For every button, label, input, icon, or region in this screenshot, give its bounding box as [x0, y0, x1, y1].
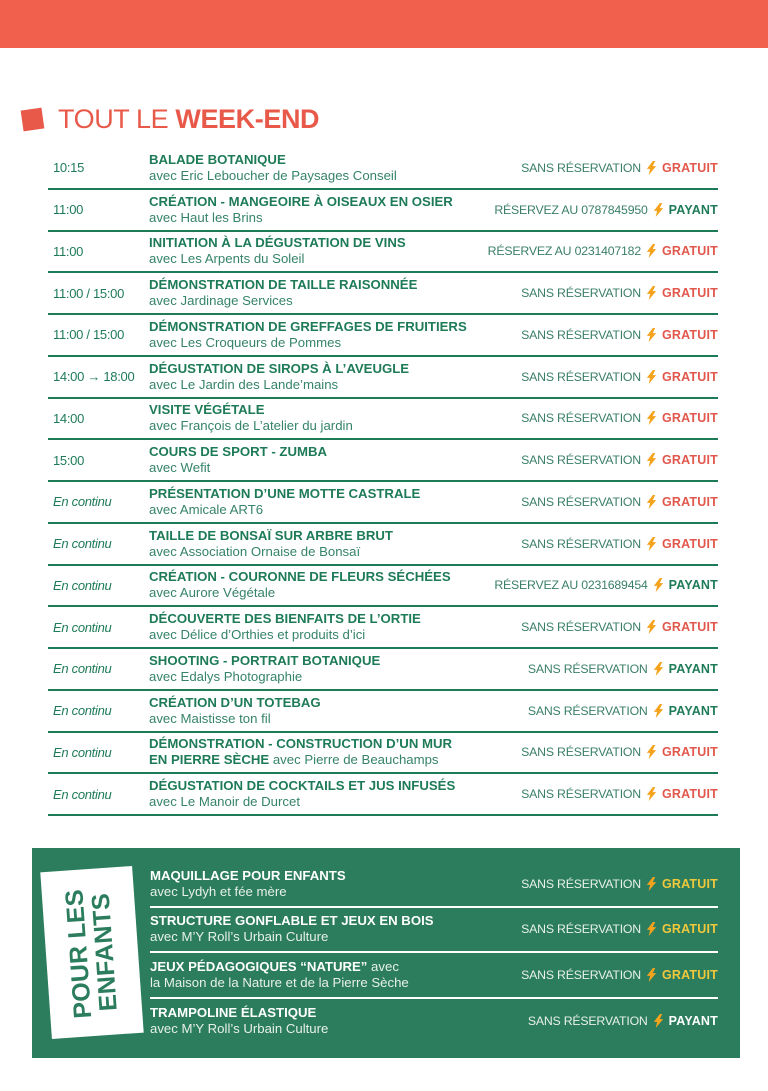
- kids-badge: [40, 866, 143, 1039]
- event-status: [521, 968, 718, 982]
- lightning-icon: [646, 745, 657, 759]
- lightning-icon: [646, 877, 657, 891]
- event-status: [494, 203, 718, 217]
- event-subtitle-line: [149, 418, 515, 434]
- event-title-line: [149, 569, 488, 585]
- price-badge: PAYANT: [668, 661, 718, 676]
- event-title-line: [149, 235, 482, 251]
- event-titles: [149, 736, 521, 768]
- reservation-status-text: SANS RÉSERVATION: [521, 967, 641, 982]
- event-title-line: [150, 959, 515, 975]
- price-badge: PAYANT: [668, 703, 718, 718]
- event-row: [48, 399, 718, 441]
- price-badge: GRATUIT: [661, 160, 718, 175]
- event-title-text: VISITE VÉGÉTALE: [149, 402, 265, 418]
- reservation-status-text: SANS RÉSERVATION: [521, 787, 641, 802]
- event-status: [521, 877, 718, 891]
- reservation-status-text: SANS RÉSERVATION: [521, 369, 641, 384]
- reservation-status-text: SANS RÉSERVATION: [521, 620, 641, 635]
- page-title: [58, 104, 319, 135]
- price-badge: GRATUIT: [661, 876, 718, 891]
- lightning-icon: [653, 203, 664, 217]
- event-title-text: SHOOTING - PORTRAIT BOTANIQUE: [149, 652, 381, 668]
- page-title-regular: TOUT LE: [58, 104, 169, 134]
- event-title-text: EN PIERRE SÈCHE: [149, 752, 270, 768]
- event-time: 10:15: [53, 160, 85, 176]
- event-titles: [150, 959, 521, 991]
- event-title-text: TAILLE DE BONSAÏ SUR ARBRE BRUT: [149, 527, 393, 543]
- event-time: En continu: [53, 744, 112, 760]
- event-subtitle-line: [149, 752, 515, 768]
- event-row: [48, 190, 718, 232]
- event-subtitle-text: avec M’Y Roll’s Urbain Culture: [150, 929, 329, 945]
- lightning-icon: [646, 286, 657, 300]
- price-badge: GRATUIT: [661, 327, 718, 342]
- price-badge: GRATUIT: [661, 411, 718, 426]
- event-subtitle-line: [149, 251, 482, 267]
- reservation-status-text: SANS RÉSERVATION: [521, 536, 641, 551]
- weekend-event-list: [48, 148, 718, 816]
- price-badge: GRATUIT: [661, 244, 718, 259]
- event-titles: [149, 319, 521, 351]
- event-time: 14:00 → 18:00: [53, 369, 135, 385]
- event-title-line: [149, 486, 515, 502]
- event-title-text: INITIATION À LA DÉGUSTATION DE VINS: [149, 235, 406, 251]
- event-subtitle-text: avec Lydyh et fée mère: [150, 883, 287, 899]
- reservation-status-text: SANS RÉSERVATION: [521, 494, 641, 509]
- event-row: [48, 691, 718, 733]
- event-subtitle-text: avec Edalys Photographie: [149, 668, 303, 684]
- event-row: [48, 357, 718, 399]
- event-title-text: BALADE BOTANIQUE: [149, 151, 286, 167]
- event-time: 11:00: [53, 243, 84, 259]
- event-title-text: DÉGUSTATION DE COCKTAILS ET JUS INFUSÉS: [149, 778, 456, 794]
- event-row: [48, 273, 718, 315]
- event-status: [521, 411, 718, 425]
- event-row: [48, 440, 718, 482]
- event-time: En continu: [53, 536, 112, 552]
- event-titles: [149, 569, 494, 601]
- event-row: [48, 607, 718, 649]
- event-titles: [149, 194, 494, 226]
- event-titles: [149, 528, 521, 560]
- event-subtitle-line: [149, 711, 522, 727]
- event-time: 11:00: [53, 202, 84, 218]
- event-title-text: COURS DE SPORT - ZUMBA: [149, 444, 328, 460]
- kids-event-row: [150, 862, 718, 908]
- lightning-icon: [646, 620, 657, 634]
- lightning-icon: [646, 537, 657, 551]
- event-subtitle-text: avec Délice d’Orthies et produits d’ici: [149, 627, 366, 643]
- event-subtitle-text: avec Les Arpents du Soleil: [149, 251, 305, 267]
- lightning-icon: [653, 704, 664, 718]
- event-titles: [149, 277, 521, 309]
- event-title-line: [149, 152, 515, 168]
- event-row: [48, 566, 718, 608]
- event-titles: [150, 1005, 528, 1037]
- event-row: [48, 524, 718, 566]
- lightning-icon: [646, 370, 657, 384]
- event-title-text: DÉGUSTATION DE SIROPS À L’AVEUGLE: [149, 360, 410, 376]
- lightning-icon: [653, 578, 664, 592]
- price-badge: GRATUIT: [661, 620, 718, 635]
- event-subtitle-line: [149, 544, 515, 560]
- price-badge: PAYANT: [668, 202, 718, 217]
- event-time: En continu: [53, 786, 112, 802]
- event-status: [521, 370, 718, 384]
- event-time: En continu: [53, 494, 112, 510]
- event-title-line: [149, 778, 515, 794]
- event-subtitle-text: avec Jardinage Services: [149, 293, 293, 309]
- event-status: [528, 1014, 718, 1028]
- price-badge: GRATUIT: [661, 745, 718, 760]
- event-title-text: PRÉSENTATION D’UNE MOTTE CASTRALE: [149, 485, 421, 501]
- event-subtitle-line: [150, 975, 515, 991]
- event-title-text: JEUX PÉDAGOGIQUES “NATURE”: [150, 958, 368, 974]
- event-status: [528, 662, 718, 676]
- event-titles: [149, 695, 528, 727]
- event-time: En continu: [53, 661, 112, 677]
- event-status: [521, 161, 718, 175]
- event-title-line: [150, 868, 515, 884]
- event-title-line: [149, 319, 515, 335]
- event-subtitle-line: [150, 929, 515, 945]
- event-status: [521, 453, 718, 467]
- event-row: [48, 733, 718, 775]
- price-badge: GRATUIT: [661, 536, 718, 551]
- event-subtitle-text: avec Le Jardin des Lande’mains: [149, 376, 339, 392]
- event-titles: [149, 152, 521, 184]
- event-title-text: STRUCTURE GONFLABLE ET JEUX EN BOIS: [150, 913, 434, 929]
- event-status: [521, 328, 718, 342]
- section-bullet-square: [21, 108, 45, 132]
- event-time: 15:00: [53, 452, 85, 468]
- price-badge: GRATUIT: [661, 922, 718, 937]
- event-title-line: [149, 695, 522, 711]
- kids-badge-label: [62, 886, 123, 1019]
- event-subtitle-line: [149, 502, 515, 518]
- event-row: [48, 232, 718, 274]
- price-badge: GRATUIT: [661, 494, 718, 509]
- event-status: [521, 922, 718, 936]
- lightning-icon: [646, 787, 657, 801]
- event-subtitle-text: avec Le Manoir de Durcet: [149, 794, 300, 810]
- event-subtitle-line: [149, 585, 488, 601]
- event-title-text: DÉMONSTRATION DE TAILLE RAISONNÉE: [149, 277, 418, 293]
- price-badge: GRATUIT: [661, 286, 718, 301]
- lightning-icon: [646, 328, 657, 342]
- event-title-text: CRÉATION - COURONNE DE FLEURS SÉCHÉES: [149, 569, 451, 585]
- price-badge: GRATUIT: [661, 453, 718, 468]
- event-subtitle-line: [149, 669, 522, 685]
- event-subtitle-line: [149, 293, 515, 309]
- event-status: [521, 620, 718, 634]
- event-title-text: DÉMONSTRATION - CONSTRUCTION D’UN MUR: [149, 736, 453, 752]
- lightning-icon: [653, 662, 664, 676]
- reservation-status-text: SANS RÉSERVATION: [527, 1014, 648, 1029]
- lightning-icon: [646, 244, 657, 258]
- event-subtitle-text: avec Amicale ART6: [149, 501, 264, 517]
- event-row: [48, 774, 718, 816]
- lightning-icon: [646, 453, 657, 467]
- price-badge: PAYANT: [668, 578, 718, 593]
- event-status: [521, 537, 718, 551]
- event-time: En continu: [53, 703, 112, 719]
- event-time: 11:00 / 15:00: [53, 285, 125, 301]
- event-title-text: MAQUILLAGE POUR ENFANTS: [150, 867, 346, 883]
- kids-event-row: [150, 908, 718, 954]
- event-title-line: [150, 913, 515, 929]
- price-badge: GRATUIT: [661, 787, 718, 802]
- event-title-line: [149, 194, 488, 210]
- lightning-icon: [653, 1014, 664, 1028]
- top-accent-bar: [0, 0, 768, 48]
- event-titles: [149, 235, 488, 267]
- lightning-icon: [646, 922, 657, 936]
- lightning-icon: [646, 968, 657, 982]
- lightning-icon: [646, 161, 657, 175]
- reservation-status-text: SANS RÉSERVATION: [527, 703, 648, 718]
- kids-badge-line1: POUR LES: [60, 887, 98, 1019]
- event-subtitle-text: avec Association Ornaise de Bonsaï: [149, 543, 361, 559]
- event-title-line: [150, 1005, 522, 1021]
- event-titles: [149, 653, 528, 685]
- event-subtitle-text: avec François de L’atelier du jardin: [149, 418, 353, 434]
- weekend-section-header: [22, 104, 718, 135]
- reservation-status-text: SANS RÉSERVATION: [521, 453, 641, 468]
- event-subtitle-line: [149, 335, 515, 351]
- price-badge: GRATUIT: [661, 967, 718, 982]
- event-titles: [150, 868, 521, 900]
- event-title-line: [149, 361, 515, 377]
- event-subtitle-text: la Maison de la Nature et de la Pierre Sèche: [150, 974, 409, 990]
- event-subtitle-line: [149, 168, 515, 184]
- reservation-status-text: SANS RÉSERVATION: [527, 661, 648, 676]
- event-title-text: DÉCOUVERTE DES BIENFAITS DE L’ORTIE: [149, 611, 421, 627]
- event-title-text: DÉMONSTRATION DE GREFFAGES DE FRUITIERS: [149, 318, 467, 334]
- event-titles: [149, 611, 521, 643]
- event-title-line: [149, 444, 515, 460]
- reservation-status-text: RÉSERVEZ AU 0231407182: [487, 244, 641, 259]
- kids-panel: [32, 848, 740, 1058]
- event-titles: [149, 778, 521, 810]
- event-status: [488, 244, 718, 258]
- reservation-status-text: RÉSERVEZ AU 0231689454: [494, 578, 648, 593]
- event-subtitle-text: avec Wefit: [149, 460, 211, 476]
- event-subtitle-text: avec Maistisse ton fil: [149, 710, 271, 726]
- event-status: [521, 787, 718, 801]
- kids-event-row: [150, 953, 718, 999]
- event-subtitle-line: [149, 210, 488, 226]
- event-subtitle-line: [150, 1021, 522, 1037]
- reservation-status-text: SANS RÉSERVATION: [521, 922, 641, 937]
- event-title-line: [149, 736, 515, 752]
- event-subtitle-line: [150, 884, 515, 900]
- event-title-line: [149, 653, 522, 669]
- lightning-icon: [646, 495, 657, 509]
- event-titles: [150, 913, 521, 945]
- lightning-icon: [646, 411, 657, 425]
- reservation-status-text: SANS RÉSERVATION: [521, 160, 641, 175]
- event-subtitle-text: avec M’Y Roll’s Urbain Culture: [150, 1021, 329, 1037]
- event-title-line: [149, 528, 515, 544]
- kids-event-row: [150, 999, 718, 1045]
- event-time: 11:00 / 15:00: [53, 327, 125, 343]
- reservation-status-text: RÉSERVEZ AU 0787845950: [494, 202, 648, 217]
- reservation-status-text: SANS RÉSERVATION: [521, 327, 641, 342]
- event-row: [48, 649, 718, 691]
- event-title-line: [149, 611, 515, 627]
- event-subtitle-text: avec Les Croqueurs de Pommes: [149, 334, 342, 350]
- event-title-line: [149, 402, 515, 418]
- event-status: [521, 286, 718, 300]
- event-subtitle-line: [149, 377, 515, 393]
- reservation-status-text: SANS RÉSERVATION: [521, 745, 641, 760]
- event-titles: [149, 486, 521, 518]
- event-row: [48, 315, 718, 357]
- event-subtitle-line: [149, 794, 515, 810]
- event-time: En continu: [53, 619, 112, 635]
- event-subtitle-line: [149, 460, 515, 476]
- price-badge: GRATUIT: [661, 369, 718, 384]
- event-subtitle-text: avec Haut les Brins: [149, 209, 263, 225]
- event-title-text: CRÉATION - MANGEOIRE À OISEAUX EN OSIER: [149, 193, 453, 209]
- event-status: [521, 745, 718, 759]
- event-subtitle-text: avec: [367, 958, 399, 974]
- kids-badge-line2: ENFANTS: [86, 891, 124, 1012]
- page-title-bold: WEEK-END: [175, 104, 320, 134]
- event-time: 14:00: [53, 410, 85, 426]
- event-row: [48, 482, 718, 524]
- event-title-line: [149, 277, 515, 293]
- event-titles: [149, 402, 521, 434]
- event-titles: [149, 361, 521, 393]
- event-subtitle-text: avec Pierre de Beauchamps: [269, 752, 439, 768]
- reservation-status-text: SANS RÉSERVATION: [521, 286, 641, 301]
- reservation-status-text: SANS RÉSERVATION: [521, 876, 641, 891]
- event-time: En continu: [53, 577, 112, 593]
- event-title-text: TRAMPOLINE ÉLASTIQUE: [150, 1005, 317, 1021]
- kids-event-list: [150, 862, 718, 1044]
- event-status: [494, 578, 718, 592]
- event-title-text: CRÉATION D’UN TOTEBAG: [149, 694, 321, 710]
- event-row: [48, 148, 718, 190]
- price-badge: PAYANT: [668, 1014, 718, 1029]
- reservation-status-text: SANS RÉSERVATION: [521, 411, 641, 426]
- event-subtitle-line: [149, 627, 515, 643]
- event-subtitle-text: avec Eric Leboucher de Paysages Conseil: [149, 167, 397, 183]
- event-subtitle-text: avec Aurore Végétale: [149, 585, 276, 601]
- event-status: [528, 704, 718, 718]
- event-status: [521, 495, 718, 509]
- event-titles: [149, 444, 521, 476]
